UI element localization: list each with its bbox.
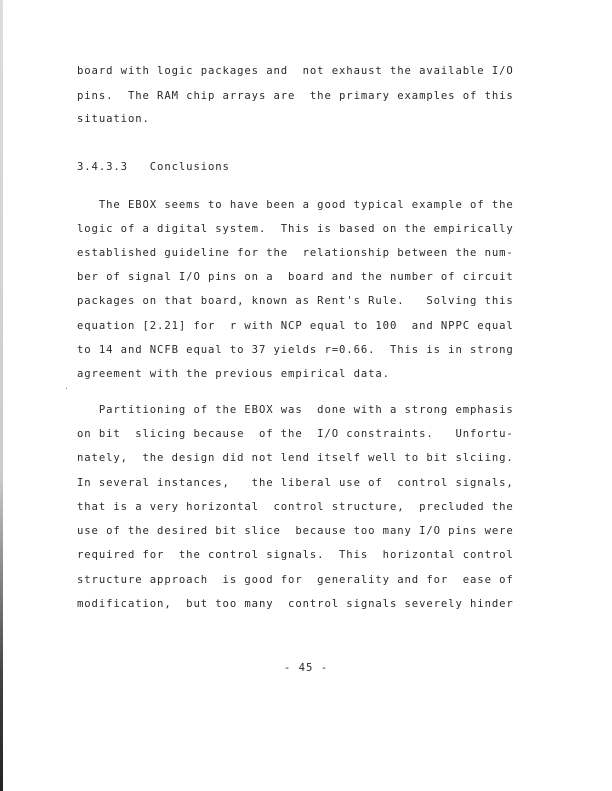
text-line: that is a very horizontal control structure, precluded the — [77, 501, 514, 513]
page-number: - 45 - — [283, 662, 329, 674]
text-line: on bit slicing because of the I/O constraints. Unfortu- — [77, 428, 514, 440]
scan-speck: · — [64, 384, 69, 393]
text-line: packages on that board, known as Rent's Rule. Solving this — [77, 295, 514, 307]
text-line: The EBOX seems to have been a good typical example of the — [77, 199, 514, 211]
text-line: In several instances, the liberal use of control signals, — [77, 477, 514, 489]
text-line: required for the control signals. This horizontal control — [77, 549, 514, 561]
text-line: nately, the design did not lend itself well to bit slciing. — [77, 452, 514, 464]
text-line: ber of signal I/O pins on a board and the number of circuit — [77, 271, 514, 283]
text-line: established guideline for the relationship between the num- — [77, 247, 514, 259]
text-line: use of the desired bit slice because too many I/O pins were — [77, 525, 514, 537]
text-line: Partitioning of the EBOX was done with a strong emphasis — [77, 404, 514, 416]
section-heading: 3.4.3.3 Conclusions — [77, 161, 230, 173]
text-line: situation. — [77, 113, 150, 125]
text-line: equation [2.21] for r with NCP equal to 100 and NPPC equal — [77, 320, 514, 332]
text-line: modification, but too many control signals severely hinder — [77, 598, 514, 610]
text-line: board with logic packages and not exhaust the available I/O — [77, 65, 514, 77]
text-line: logic of a digital system. This is based on the empirically — [77, 223, 514, 235]
text-line: pins. The RAM chip arrays are the primary examples of this — [77, 90, 514, 102]
text-line: structure approach is good for generality and for ease of — [77, 574, 514, 586]
text-line: agreement with the previous empirical data. — [77, 368, 390, 380]
text-line: to 14 and NCFB equal to 37 yields r=0.66. This is in strong — [77, 344, 514, 356]
